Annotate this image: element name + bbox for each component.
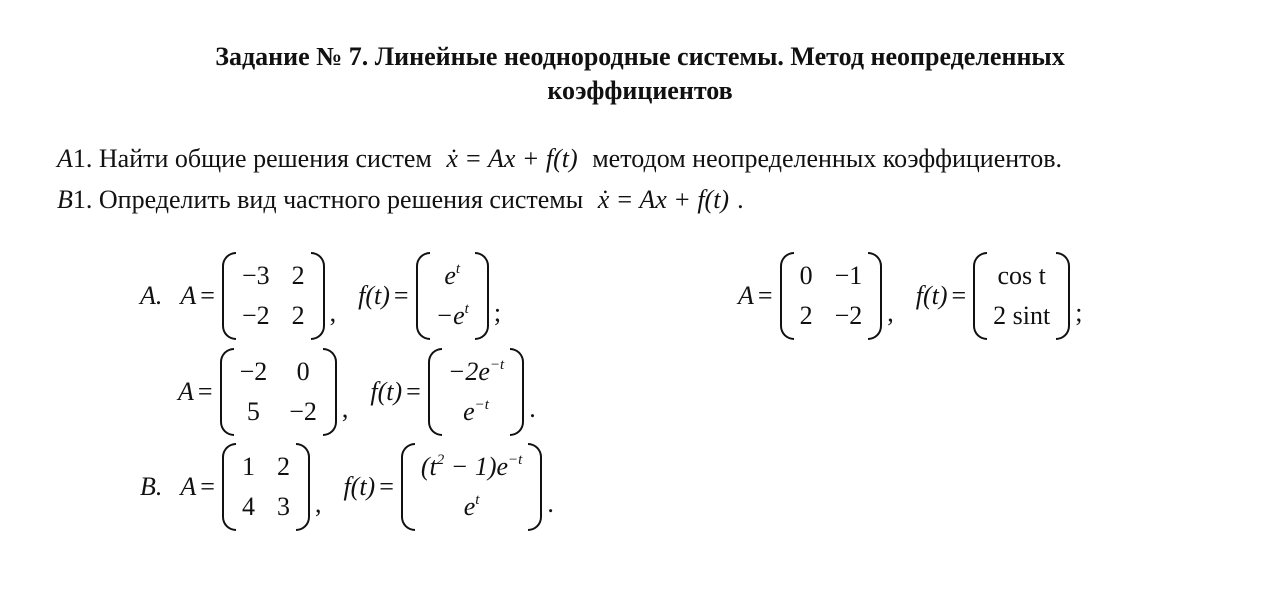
task-b1-num: 1. bbox=[72, 185, 93, 214]
vector-cell: $e^{-t}$ bbox=[463, 397, 489, 426]
matrix-cell: 2 bbox=[276, 452, 290, 481]
semicolon: ; bbox=[1075, 298, 1083, 327]
task-b1-formula: ẋ = Ax + f(t) bbox=[597, 185, 730, 214]
comma: , bbox=[341, 394, 349, 423]
matrix-cell: 2 bbox=[291, 301, 305, 330]
period: . bbox=[529, 394, 536, 423]
function-name: f(t) bbox=[343, 472, 376, 501]
vector-cell: $e^t$ bbox=[444, 261, 461, 290]
equals-sign: = bbox=[200, 281, 215, 310]
title-line-1: Задание № 7. Линейные неоднородные системы. Метод неопределенных bbox=[215, 42, 1065, 71]
matrix-name: A bbox=[178, 377, 194, 406]
equals-sign: = bbox=[406, 377, 421, 406]
matrix-name: A bbox=[180, 472, 197, 501]
vector-cell: $-2e^{-t}$ bbox=[447, 357, 505, 386]
problem-b-label: B. bbox=[140, 472, 163, 501]
task-b1-text-after: . bbox=[737, 185, 744, 214]
semicolon: ; bbox=[493, 298, 502, 327]
comma: , bbox=[329, 298, 337, 327]
page-title bbox=[0, 40, 1280, 108]
matrix-name: A bbox=[738, 281, 754, 310]
matrix-cell: −2 bbox=[241, 301, 270, 330]
title-line-2: коэффициентов bbox=[547, 76, 733, 105]
matrix-cell: 2 bbox=[799, 301, 813, 330]
matrix-cell: 0 bbox=[296, 357, 310, 386]
vector-cell: $e^t$ bbox=[463, 492, 480, 521]
function-name: f(t) bbox=[358, 281, 390, 310]
comma: , bbox=[314, 489, 322, 518]
matrix-cell: −2 bbox=[834, 301, 863, 330]
vector-f-a1 bbox=[416, 252, 489, 340]
period: . bbox=[547, 489, 554, 518]
matrix-a1 bbox=[222, 252, 325, 340]
problem-a-label: A. bbox=[140, 281, 163, 310]
vector-f-b1 bbox=[401, 443, 542, 531]
vector-cell: cos t bbox=[997, 261, 1046, 290]
equals-sign: = bbox=[379, 472, 394, 501]
matrix-cell: −1 bbox=[834, 261, 863, 290]
equals-sign: = bbox=[200, 472, 215, 501]
equals-sign: = bbox=[951, 281, 967, 310]
task-b1 bbox=[57, 184, 744, 216]
matrix-cell: −2 bbox=[289, 397, 317, 426]
task-a1-text: Найти общие решения систем bbox=[98, 144, 432, 173]
matrix-name: A bbox=[180, 281, 197, 310]
task-a1-text-after: методом неопределенных коэффициентов. bbox=[592, 144, 1062, 173]
vector-cell: $-e^t$ bbox=[435, 301, 469, 330]
matrix-cell: −3 bbox=[241, 261, 270, 290]
matrix-cell: −2 bbox=[239, 357, 268, 386]
vector-f-a2 bbox=[973, 252, 1070, 340]
task-a1-formula: ẋ = Ax + f(t) bbox=[446, 144, 578, 173]
vector-cell: 2 sint bbox=[993, 301, 1051, 330]
vector-cell: $(t^2 - 1)e^{-t}$ bbox=[420, 452, 523, 481]
matrix-cell: 5 bbox=[246, 397, 260, 426]
task-b1-label: B bbox=[57, 185, 73, 214]
vector-f-a3 bbox=[428, 348, 524, 436]
function-name: f(t) bbox=[915, 281, 948, 310]
problem-a3 bbox=[178, 348, 558, 436]
equals-sign: = bbox=[197, 377, 213, 406]
function-name: f(t) bbox=[370, 377, 403, 406]
task-a1-num: 1. bbox=[72, 144, 93, 173]
problem-a2 bbox=[738, 252, 1104, 340]
task-a1-label: A bbox=[57, 144, 73, 173]
equals-sign: = bbox=[393, 281, 409, 310]
matrix-cell: 3 bbox=[276, 492, 290, 521]
matrix-cell: 4 bbox=[241, 492, 255, 521]
matrix-b1 bbox=[222, 443, 310, 531]
task-b1-text: Определить вид частного решения системы bbox=[98, 185, 584, 214]
matrix-a2 bbox=[780, 252, 883, 340]
matrix-cell: 2 bbox=[291, 261, 305, 290]
problem-a1 bbox=[140, 252, 523, 340]
matrix-cell: 0 bbox=[799, 261, 813, 290]
task-a1 bbox=[57, 143, 1062, 175]
equals-sign: = bbox=[757, 281, 773, 310]
comma: , bbox=[887, 298, 894, 327]
matrix-cell: 1 bbox=[241, 452, 255, 481]
matrix-a3 bbox=[220, 348, 337, 436]
problem-b1 bbox=[140, 443, 576, 531]
